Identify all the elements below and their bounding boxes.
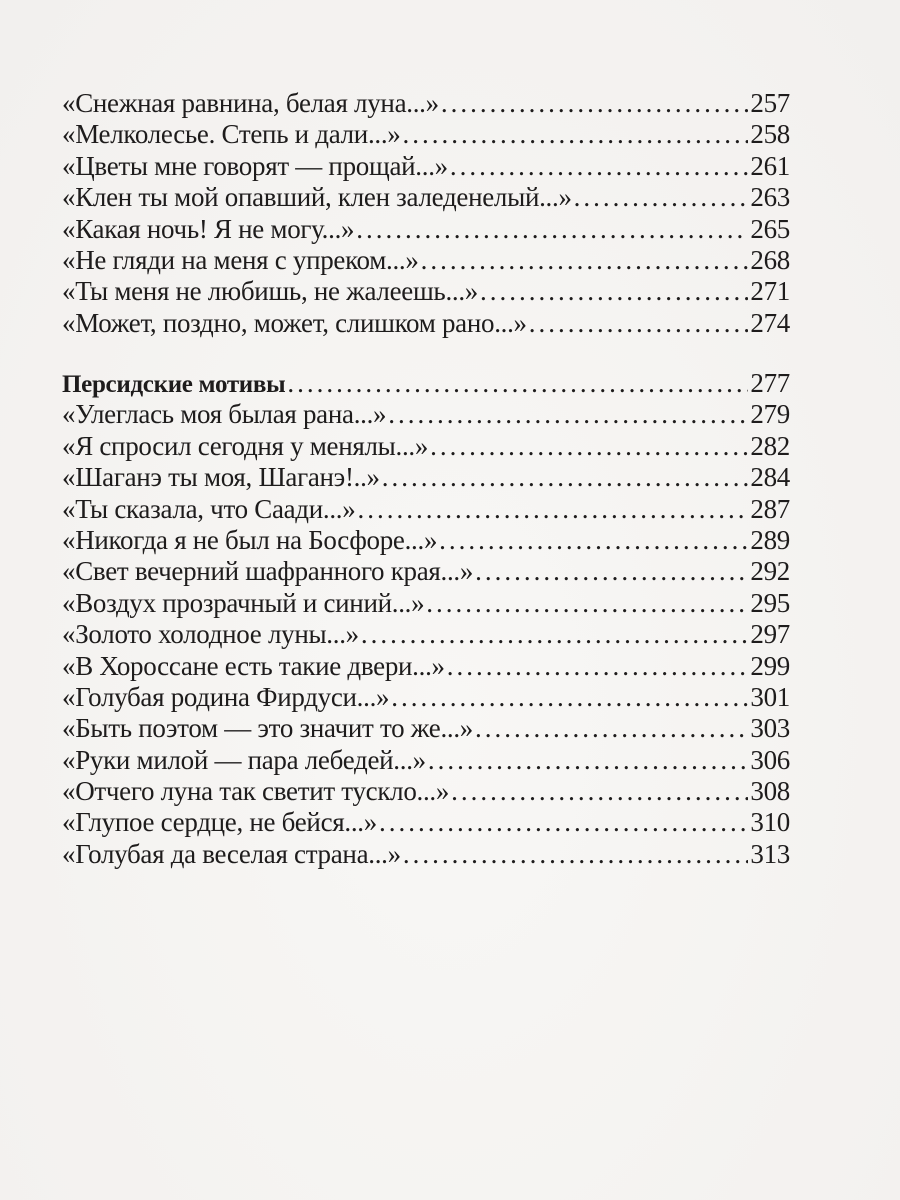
dot-leader xyxy=(391,682,748,713)
dot-leader xyxy=(450,151,749,182)
toc-entry-title: «Какая ночь! Я не могу...» xyxy=(62,213,355,244)
toc-entry-title: «Я спросил сегодня у менялы...» xyxy=(62,430,429,461)
toc-entry xyxy=(62,182,790,213)
toc-entry-page: 271 xyxy=(750,276,790,307)
toc-entry xyxy=(62,807,790,838)
toc-entry-title: «Руки милой — пара лебедей...» xyxy=(62,744,426,775)
toc-entry-page: 258 xyxy=(750,119,790,150)
toc-entry-title: «Голубая да веселая страна...» xyxy=(62,838,401,869)
toc-entry xyxy=(62,431,790,462)
toc-entry-title: «Снежная равнина, белая луна...» xyxy=(62,88,439,118)
dot-leader xyxy=(403,839,749,870)
toc-entry-page: 277 xyxy=(750,368,790,398)
toc-entry-page: 299 xyxy=(750,650,790,681)
dot-leader xyxy=(430,431,748,462)
toc-entry xyxy=(62,776,790,807)
toc-entry-title: «Быть поэтом — это значит то же...» xyxy=(62,713,473,744)
toc-entry-title: «Голубая родина Фирдуси...» xyxy=(62,681,390,712)
toc-entry-title: «Мелколесье. Степь и дали...» xyxy=(62,119,401,150)
toc-entry xyxy=(62,245,790,276)
toc-entry-title: «Никогда я не был на Босфоре...» xyxy=(62,524,438,555)
toc-entry-title: «Не гляди на меня с упреком...» xyxy=(62,244,419,275)
toc-entry xyxy=(62,308,790,339)
toc-entry-title: «Воздух прозрачный и синий...» xyxy=(62,587,425,618)
toc-entry-page: 268 xyxy=(750,244,790,275)
toc-entry xyxy=(62,494,790,525)
toc-section-persian-motifs xyxy=(62,368,790,870)
toc-entry xyxy=(62,276,790,307)
toc-entry xyxy=(62,214,790,245)
toc-entry-page: 261 xyxy=(750,150,790,181)
dot-leader xyxy=(451,776,748,807)
toc-entry-page: 257 xyxy=(750,88,790,118)
toc-section-heading xyxy=(62,368,790,399)
toc-entry xyxy=(62,119,790,150)
toc-entry-title: «В Хороссане есть такие двери...» xyxy=(62,650,445,681)
toc-entry-page: 306 xyxy=(750,744,790,775)
toc-entry-title: «Золото холодное луны...» xyxy=(62,619,359,650)
toc-entry-page: 289 xyxy=(750,524,790,555)
toc-entry-page: 301 xyxy=(750,681,790,712)
toc-entry xyxy=(62,556,790,587)
dot-leader xyxy=(439,525,748,556)
dot-leader xyxy=(574,182,749,213)
toc-entry-title: «Может, поздно, может, слишком рано...» xyxy=(62,307,527,338)
toc-entry xyxy=(62,619,790,650)
toc-entry-title: «Глупое сердце, не бейся...» xyxy=(62,807,377,838)
toc-entry xyxy=(62,462,790,493)
dot-leader xyxy=(475,713,748,744)
toc-entry xyxy=(62,713,790,744)
toc-entry-page: 297 xyxy=(750,619,790,650)
toc-entry-title: «Улеглась моя былая рана...» xyxy=(62,399,387,430)
toc-entry-title: «Шаганэ ты моя, Шаганэ!..» xyxy=(62,462,380,493)
toc-entry-title: «Ты меня не любишь, не жалеешь...» xyxy=(62,276,478,307)
toc-entry xyxy=(62,88,790,119)
toc-section-1 xyxy=(62,88,790,339)
toc-entry-page: 287 xyxy=(750,493,790,524)
toc-entry-page: 292 xyxy=(750,556,790,587)
dot-leader xyxy=(428,745,749,776)
dot-leader xyxy=(529,308,749,339)
toc-entry xyxy=(62,151,790,182)
toc-entry-title: Персидские мотивы xyxy=(62,371,286,398)
toc-entry xyxy=(62,399,790,430)
toc-entry xyxy=(62,588,790,619)
toc-entry-page: 310 xyxy=(750,807,790,838)
dot-leader xyxy=(287,368,748,399)
dot-leader xyxy=(403,119,749,150)
toc-entry-page: 263 xyxy=(750,182,790,213)
toc-entry-page: 282 xyxy=(750,430,790,461)
toc-entry-page: 274 xyxy=(750,307,790,338)
toc-entry xyxy=(62,839,790,870)
toc-entry-page: 308 xyxy=(750,776,790,807)
toc-entry-page: 295 xyxy=(750,587,790,618)
dot-leader xyxy=(361,619,749,650)
toc-entry-page: 265 xyxy=(750,213,790,244)
toc-entry-title: «Ты сказала, что Саади...» xyxy=(62,493,356,524)
toc-entry-page: 303 xyxy=(750,713,790,744)
dot-leader xyxy=(480,276,748,307)
toc-entry-page: 284 xyxy=(750,462,790,493)
dot-leader xyxy=(356,214,748,245)
dot-leader xyxy=(426,588,748,619)
dot-leader xyxy=(382,462,749,493)
dot-leader xyxy=(475,556,748,587)
toc-entry-title: «Свет вечерний шафранного края...» xyxy=(62,556,474,587)
dot-leader xyxy=(421,245,749,276)
toc-entry xyxy=(62,651,790,682)
toc-entry-page: 313 xyxy=(750,838,790,869)
toc-entry-title: «Клен ты мой опавший, клен заледенелый...» xyxy=(62,182,572,213)
dot-leader xyxy=(441,88,749,119)
toc-entry-page: 279 xyxy=(750,399,790,430)
toc-entry-title: «Цветы мне говорят — прощай...» xyxy=(62,150,448,181)
dot-leader xyxy=(388,399,748,430)
toc-entry xyxy=(62,682,790,713)
dot-leader xyxy=(357,494,748,525)
dot-leader xyxy=(447,651,749,682)
toc-entry xyxy=(62,745,790,776)
toc-entry-title: «Отчего луна так светит тускло...» xyxy=(62,776,450,807)
toc-entry xyxy=(62,525,790,556)
dot-leader xyxy=(379,807,748,838)
